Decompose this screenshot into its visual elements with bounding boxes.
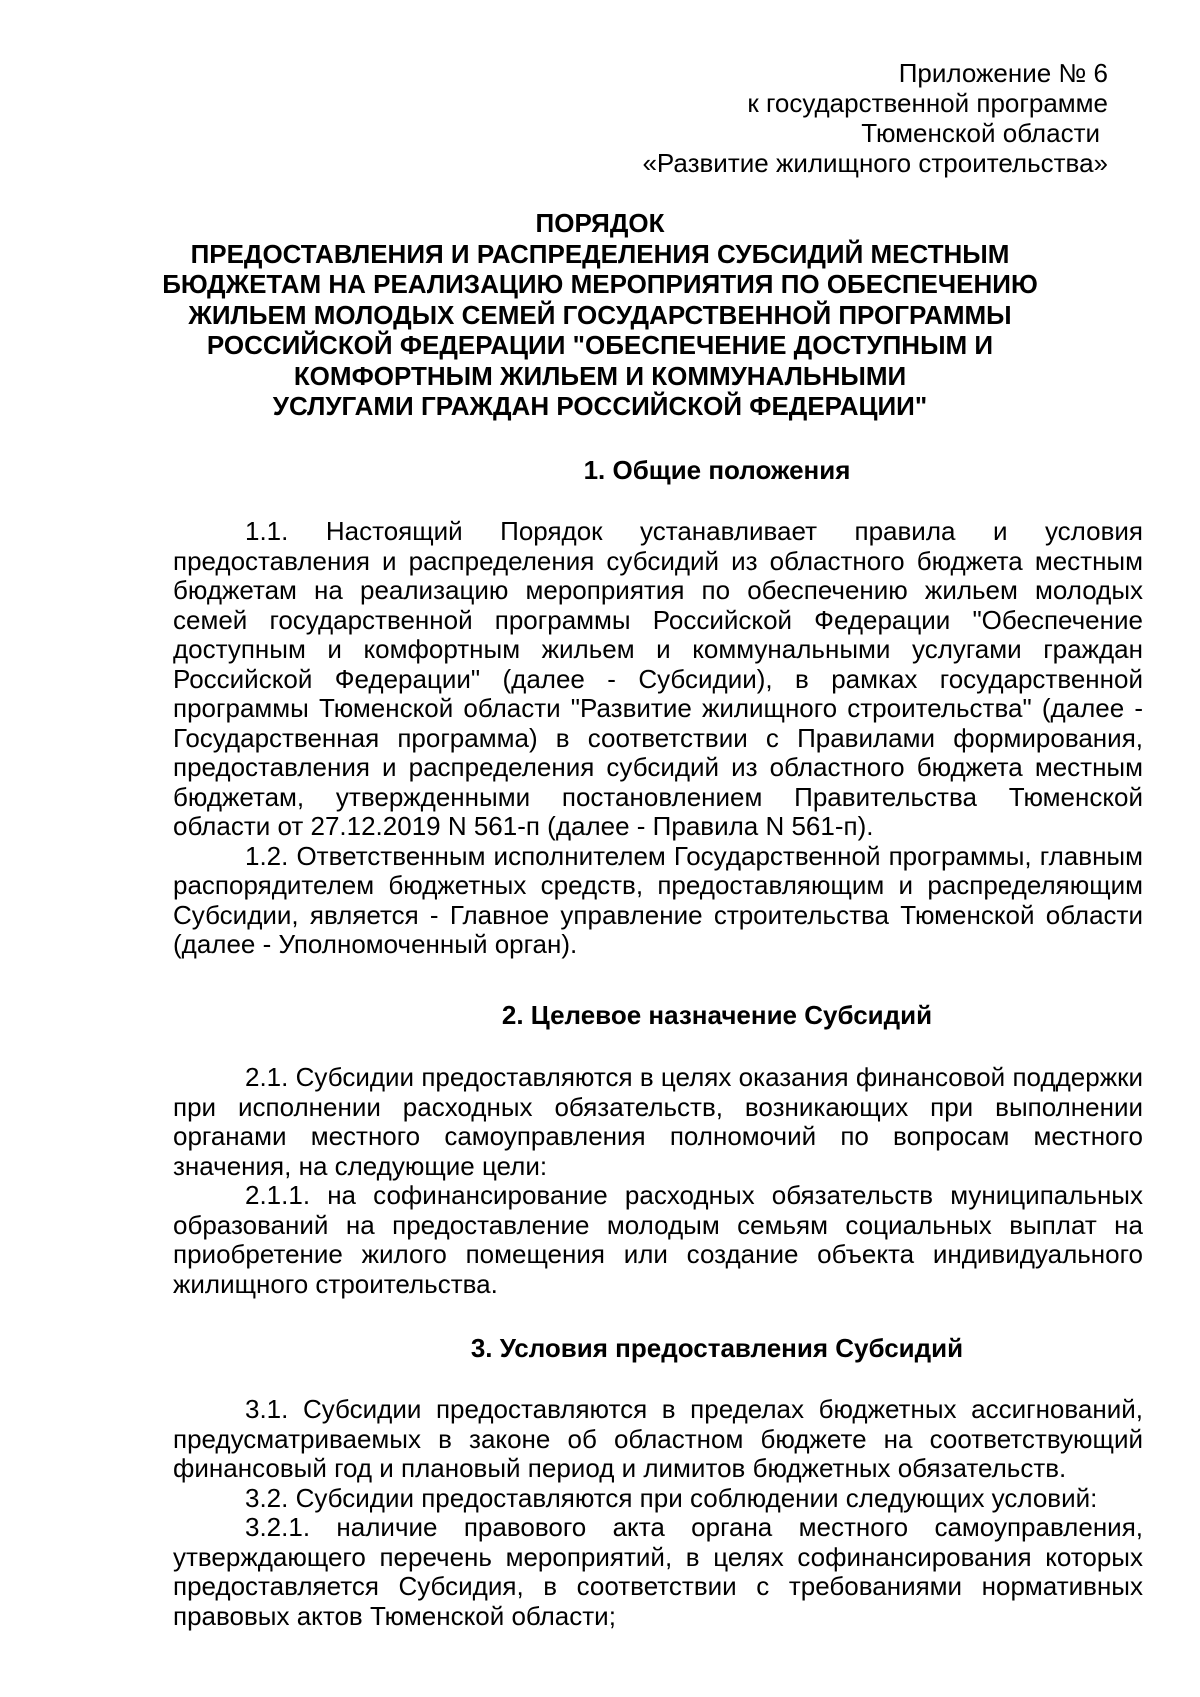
section-2-body [173, 1063, 1143, 1299]
section-1 [173, 455, 1143, 485]
section-2-heading: 2. Целевое назначение Субсидий [501, 1000, 933, 1030]
section-1-heading: 1. Общие положения [583, 455, 851, 485]
section-3-heading: 3. Условия предоставления Субсидий [470, 1333, 964, 1363]
paragraph-1-1: 1.1. Настоящий Порядок устанавливает правила и условия предоставления и распределения субсидий из областного бюджета местным бюджетам на реализацию мероприятия по обеспечению жильем молодых семей государственной программы Российской Федерации "Обеспечение доступным и комфортным жильем и коммунальными услугами граждан Российской Федерации" (далее - Субсидии), в рамках государственной программы Тюменской области "Развитие жилищного строительства" (далее - Государственная программа) в соответствии с Правилами формирования, предоставления и распределения субсидий из областного бюджета местным бюджетам, утвержденными постановлением Правительства Тюменской области от 27.12.2019 N 561-п (далее - Правила N 561-п). [173, 516, 1143, 841]
paragraph-1-2: 1.2. Ответственным исполнителем Государственной программы, главным распорядителем бюджетных средств, предоставляющим и распределяющим Субсидии, является - Главное управление строительства Тюменской области (далее - Уполномоченный орган). [173, 840, 1143, 959]
title-line-2: ПРЕДОСТАВЛЕНИЯ И РАСПРЕДЕЛЕНИЯ СУБСИДИЙ МЕСТНЫМ [190, 238, 1010, 269]
title-line-4: ЖИЛЬЕМ МОЛОДЫХ СЕМЕЙ ГОСУДАРСТВЕННОЙ ПРОГРАММЫ [188, 299, 1012, 330]
section-1-body [173, 517, 1143, 960]
paragraph-3-2: 3.2. Субсидии предоставляются при соблюдении следующих условий: [245, 1482, 1098, 1513]
paragraph-2-1: 2.1. Субсидии предоставляются в целях оказания финансовой поддержки при исполнении расходных обязательств, возникающих при выполнении органами местного самоуправления полномочий по вопросам местного значения, на следующие цели: [173, 1062, 1143, 1181]
title-line-3: БЮДЖЕТАМ НА РЕАЛИЗАЦИЮ МЕРОПРИЯТИЯ ПО ОБЕСПЕЧЕНИЮ [162, 269, 1038, 299]
title-line-6: КОМФОРТНЫМ ЖИЛЬЕМ И КОММУНАЛЬНЫМИ [293, 360, 907, 391]
title-line-1: ПОРЯДОК [535, 208, 665, 238]
paragraph-3-2-1: 3.2.1. наличие правового акта органа местного самоуправления, утверждающего перечень мероприятий, в целях софинансирования которых предоставляется Субсидия, в соответствии с требованиями нормативных правовых актов Тюменской области; [173, 1512, 1143, 1631]
title-line-5: РОССИЙСКОЙ ФЕДЕРАЦИИ "ОБЕСПЕЧЕНИЕ ДОСТУПНЫМ И [206, 330, 994, 360]
document-title [0, 208, 1200, 422]
annex-header [642, 58, 1108, 178]
section-2 [173, 1000, 1143, 1030]
annex-line-region: Тюменской области [861, 118, 1100, 148]
annex-line-program: к государственной программе [747, 88, 1108, 118]
annex-line-program-name: «Развитие жилищного строительства» [642, 148, 1108, 178]
paragraph-3-1: 3.1. Субсидии предоставляются в пределах бюджетных ассигнований, предусматриваемых в законе об областном бюджете на соответствующий финансовый год и плановый период и лимитов бюджетных обязательств. [173, 1394, 1143, 1483]
title-line-7: УСЛУГАМИ ГРАЖДАН РОССИЙСКОЙ ФЕДЕРАЦИИ" [272, 391, 928, 421]
section-3-body [173, 1395, 1143, 1631]
annex-line-number: Приложение № 6 [898, 58, 1108, 88]
paragraph-2-1-1: 2.1.1. на софинансирование расходных обязательств муниципальных образований на предоставление молодым семьям социальных выплат на приобретение жилого помещения или создание объекта индивидуального жилищного строительства. [173, 1180, 1143, 1299]
section-3 [173, 1333, 1143, 1363]
